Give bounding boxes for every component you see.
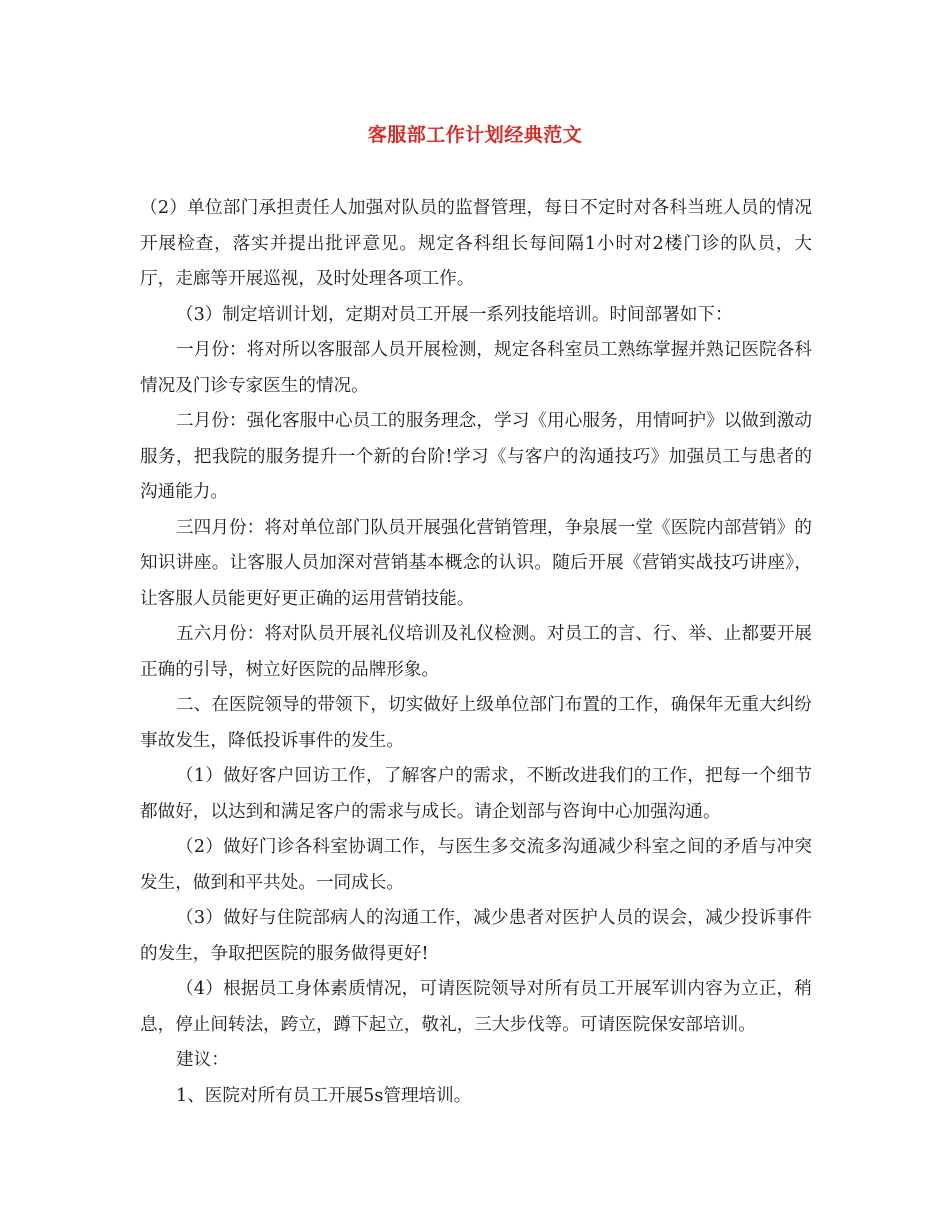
paragraph-item-2: （2）做好门诊各科室协调工作，与医生多交流多沟通减少科室之间的矛盾与冲突发生，做到和平共处。一同成长。 [140, 837, 812, 893]
paragraph-january: 一月份：将对所以客服部人员开展检测，规定各科室员工熟练掌握并熟记医院各科情况及门诊专家医生的情况。 [140, 340, 812, 396]
paragraph-item-1: （1）做好客户回访工作，了解客户的需求，不断改进我们的工作，把每一个细节都做好，以达到和满足客户的需求与成长。请企划部与咨询中心加强沟通。 [140, 766, 812, 822]
paragraph-supervision: （2）单位部门承担责任人加强对队员的监督管理，每日不定时对各科当班人员的情况开展检查，落实并提出批评意见。规定各科组长每间隔1小时对2楼门诊的队员，大厅，走廊等开展巡视，及时处理各项工作。 [140, 198, 812, 289]
paragraph-may-june: 五六月份：将对队员开展礼仪培训及礼仪检测。对员工的言、行、举、止都要开展正确的引导，树立好医院的品牌形象。 [140, 624, 812, 680]
document-body [140, 191, 812, 1114]
document-title: 客服部工作计划经典范文 [367, 124, 583, 146]
paragraph-suggestion-1: 1、医院对所有员工开展5s管理培训。 [176, 1085, 472, 1106]
paragraph-february: 二月份：强化客服中心员工的服务理念，学习《用心服务，用情呵护》以做到激动服务，把我院的服务提升一个新的台阶!学习《与客户的沟通技巧》加强员工与患者的沟通能力。 [140, 411, 812, 502]
paragraph-section-two: 二、在医院领导的带领下，切实做好上级单位部门布置的工作，确保年无重大纠纷事故发生，降低投诉事件的发生。 [140, 695, 812, 751]
paragraph-march-april: 三四月份：将对单位部门队员开展强化营销管理，争泉展一堂《医院内部营销》的知识讲座。让客服人员加深对营销基本概念的认识。随后开展《营销实战技巧讲座》，让客服人员能更好更正确的运用营销技能。 [140, 517, 812, 609]
paragraph-item-4: （4）根据员工身体素质情况，可请医院领导对所有员工开展军训内容为立正，稍息，停止间转法，跨立，蹲下起立，敬礼，三大步伐等。可请医院保安部培训。 [140, 979, 812, 1035]
paragraph-training-plan: （3）制定培训计划，定期对员工开展一系列技能培训。时间部署如下： [176, 304, 733, 325]
paragraph-item-3: （3）做好与住院部病人的沟通工作，减少患者对医护人员的误会，减少投诉事件的发生，争取把医院的服务做得更好! [140, 908, 812, 964]
paragraph-suggestion-heading: 建议： [176, 1050, 229, 1070]
